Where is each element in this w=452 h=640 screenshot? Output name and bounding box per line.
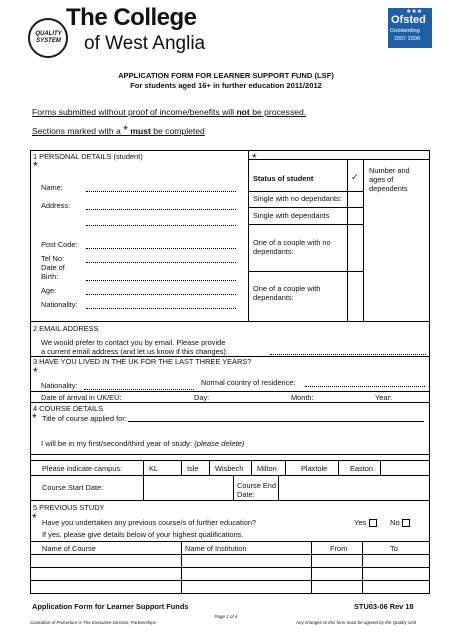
course-title-field[interactable] — [128, 421, 424, 422]
campus-wisbech[interactable]: Wisbech — [215, 464, 244, 473]
form-subtitle: For students aged 16+ in further education 2011/2012 — [130, 81, 322, 90]
section4-heading: 4 COURSE DETAILS — [33, 404, 104, 413]
ofsted-stars: ★★★ — [406, 9, 423, 15]
dob-field[interactable] — [86, 280, 236, 281]
form-title: APPLICATION FORM FOR LEARNER SUPPORT FUND (LSF) — [118, 71, 334, 80]
status-couple-with-dependants: One of a couple with — [253, 284, 321, 293]
address-field-2[interactable] — [86, 225, 236, 226]
no-checkbox[interactable] — [402, 519, 410, 527]
campus-easton[interactable]: Easton — [350, 464, 374, 473]
email-field[interactable] — [270, 354, 426, 355]
age-field[interactable] — [86, 294, 236, 295]
form-table — [30, 150, 430, 594]
postcode-field[interactable] — [86, 248, 236, 249]
no-option[interactable]: No — [390, 518, 410, 527]
nationality-field[interactable] — [86, 308, 236, 309]
proof-notice: Forms submitted without proof of income/benefits will not be processed. — [32, 107, 307, 117]
tick-icon: ✓ — [351, 172, 359, 182]
yes-option[interactable]: Yes — [354, 518, 377, 527]
footer-custodian: Custodian of Procedure is The Executive Director, Partnerships — [30, 620, 157, 625]
section2-heading: 2 EMAIL ADDRESS — [33, 324, 99, 333]
college-logo — [28, 4, 258, 64]
required-asterisk: * — [32, 411, 37, 425]
previous-study-row[interactable] — [30, 580, 430, 581]
tel-field[interactable] — [86, 262, 236, 263]
s3-nationality-field[interactable] — [84, 389, 194, 390]
page-number: Page 1 of 4 — [214, 614, 238, 619]
section5-heading: 5 PREVIOUS STUDY — [33, 503, 105, 512]
footer-title: Application Form for Learner Support Funds — [32, 602, 189, 611]
residence-field[interactable] — [305, 386, 425, 387]
required-asterisk: * — [33, 365, 38, 379]
study-year-line: I will be in my first/second/third year of study: (please delete) — [41, 439, 245, 448]
status-single-with-dependants: Single with dependants — [253, 211, 330, 220]
previous-study-row[interactable] — [30, 567, 430, 568]
required-notice: Sections marked with a * must be completed — [32, 123, 205, 137]
status-single-no-dependants: Single with no dependants: — [253, 194, 342, 203]
status-title: Status of student — [253, 174, 314, 183]
college-name-line2: of West Anglia — [84, 33, 206, 54]
section1-divider — [248, 150, 249, 321]
col-to: To — [390, 544, 398, 553]
college-name-line1: The College — [66, 4, 197, 31]
required-asterisk: * — [33, 159, 38, 173]
campus-kl[interactable]: KL — [149, 464, 159, 473]
ofsted-badge: ★★★ Ofsted Outstanding 2007 2008 — [388, 8, 432, 48]
required-asterisk: * — [252, 151, 257, 165]
quality-system-badge: QUALITY SYSTEM — [28, 18, 68, 58]
col-name-of-course: Name of Course — [42, 544, 96, 553]
campus-plaxtole[interactable]: Plaxtole — [301, 464, 328, 473]
footer-changes: Any changes to this form must be agreed by the Quality Unit — [296, 620, 417, 625]
yes-checkbox[interactable] — [369, 519, 377, 527]
col-name-of-institution: Name of Institution — [185, 544, 247, 553]
name-field[interactable] — [86, 191, 236, 192]
campus-milton[interactable]: Milton — [257, 464, 277, 473]
col-from: From — [330, 544, 348, 553]
section3-heading: 3 HAVE YOU LIVED IN THE UK FOR THE LAST THREE YEARS? — [33, 357, 252, 366]
footer-ref: STU03-06 Rev 18 — [354, 602, 414, 611]
address-field-1[interactable] — [86, 209, 236, 210]
required-asterisk: * — [32, 511, 37, 525]
section1-heading: 1 PERSONAL DETAILS (student) — [33, 152, 143, 161]
campus-isle[interactable]: Isle — [187, 464, 199, 473]
status-couple-no-dependants: One of a couple with no — [253, 238, 331, 247]
